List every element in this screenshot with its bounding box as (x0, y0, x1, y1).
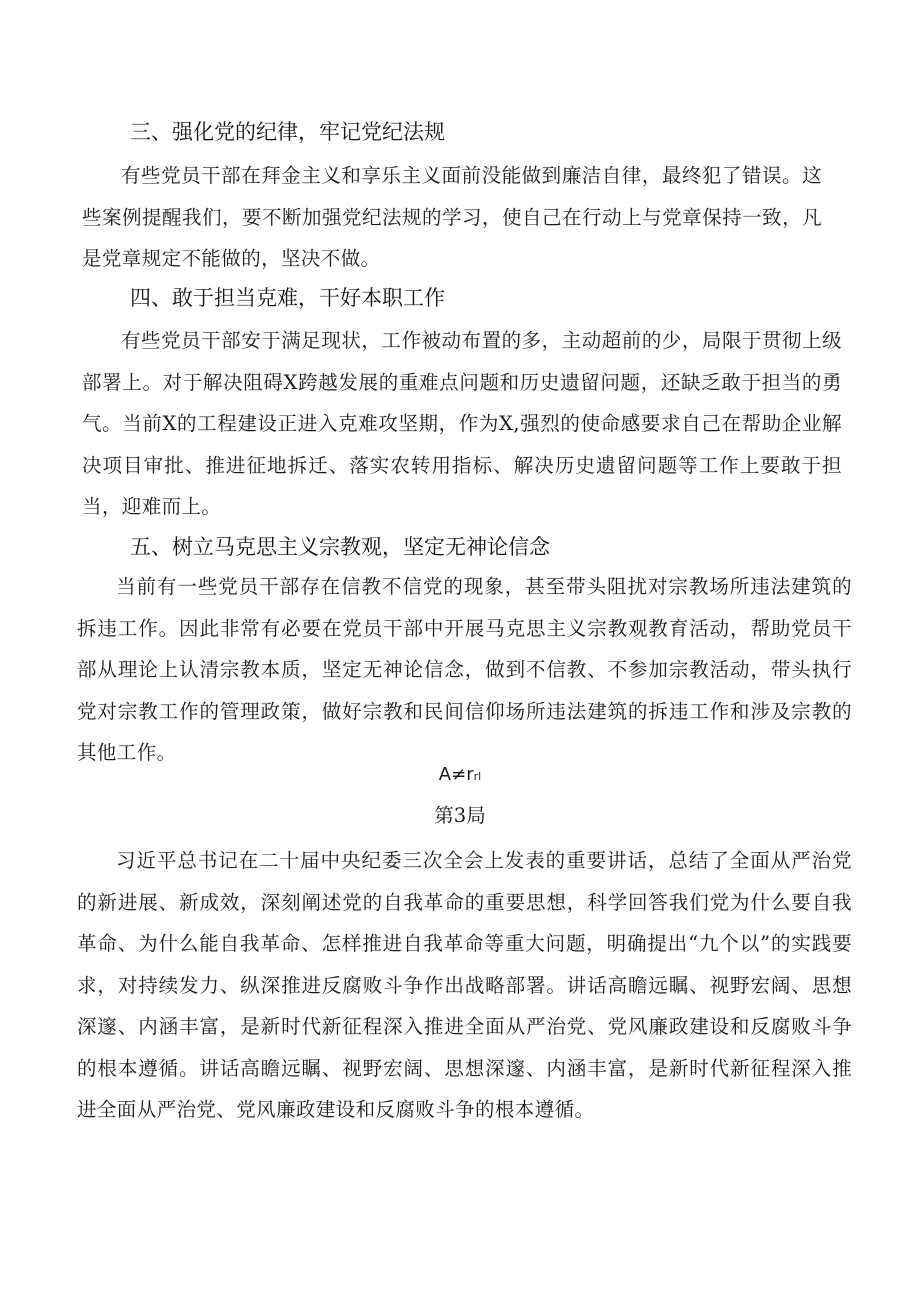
section-body-religion-view: 当前有一些党员干部存在信教不信党的现象，甚至带头阻扰对宗教场所违法建筑的拆违工作。因此非常有必要在党员干部中开展马克思主义宗教观教育活动，帮助党员干部从理论上认清宗教本质，坚定无神论信念，做到不信教、不参加宗教活动，带头执行党对宗教工作的管理政策，做好宗教和民间信仰场所违法建筑的拆违工作和涉及宗教的其他工作。 (77, 575, 852, 764)
garbled-mark (0, 763, 920, 789)
section-body-responsibility: 有些党员干部安于满足现状，工作被动布置的多，主动超前的少，局限于贯彻上级部署上。对于解决阻碍X跨越发展的重难点问题和历史遗留问题，还缺乏敢于担当的勇气。当前X的工程建设正进入克难攻坚期，作为X,强烈的使命感要求自己在帮助企业解决项目审批、推进征地拆迁、落实农转用指标、解决历史遗留问题等工作上要敢于担当，迎难而上。 (82, 329, 842, 518)
section-heading-discipline: 三、强化党的纪律，牢记党纪法规 (130, 120, 445, 144)
section-body-discipline: 有些党员干部在拜金主义和享乐主义面前没能做到廉洁自律，最终犯了错误。这些案例提醒我们，要不断加强党纪法规的学习，使自己在行动上与党章保持一致，凡是党章规定不能做的，坚决不做。 (82, 164, 822, 270)
garbled-mark-main: A≠r (438, 764, 474, 785)
section-heading-religion-view: 五、树立马克思主义宗教观，坚定无神论信念 (130, 535, 550, 559)
garbled-mark-small: rl (473, 770, 482, 783)
section-heading-responsibility: 四、敢于担当克难，干好本职工作 (130, 286, 445, 310)
closing-paragraph: 习近平总书记在二十届中央纪委三次全会上发表的重要讲话，总结了全面从严治党的新进展、新成效，深刻阐述党的自我革命的重要思想，科学回答我们党为什么要自我革命、为什么能自我革命、怎样推进自我革命等重大问题，明确提出“九个以”的实践要求，对持续发力、纵深推进反腐败斗争作出战略部署。讲话高瞻远瞩、视野宏阔、思想深邃、内涵丰富，是新时代新征程深入推进全面从严治党、党风廉政建设和反腐败斗争的根本遵循。讲话高瞻远瞩、视野宏阔、思想深邃、内涵丰富，是新时代新征程深入推进全面从严治党、党风廉政建设和反腐败斗争的根本遵循。 (77, 849, 852, 1121)
part-subtitle: 第3局 (434, 804, 486, 827)
